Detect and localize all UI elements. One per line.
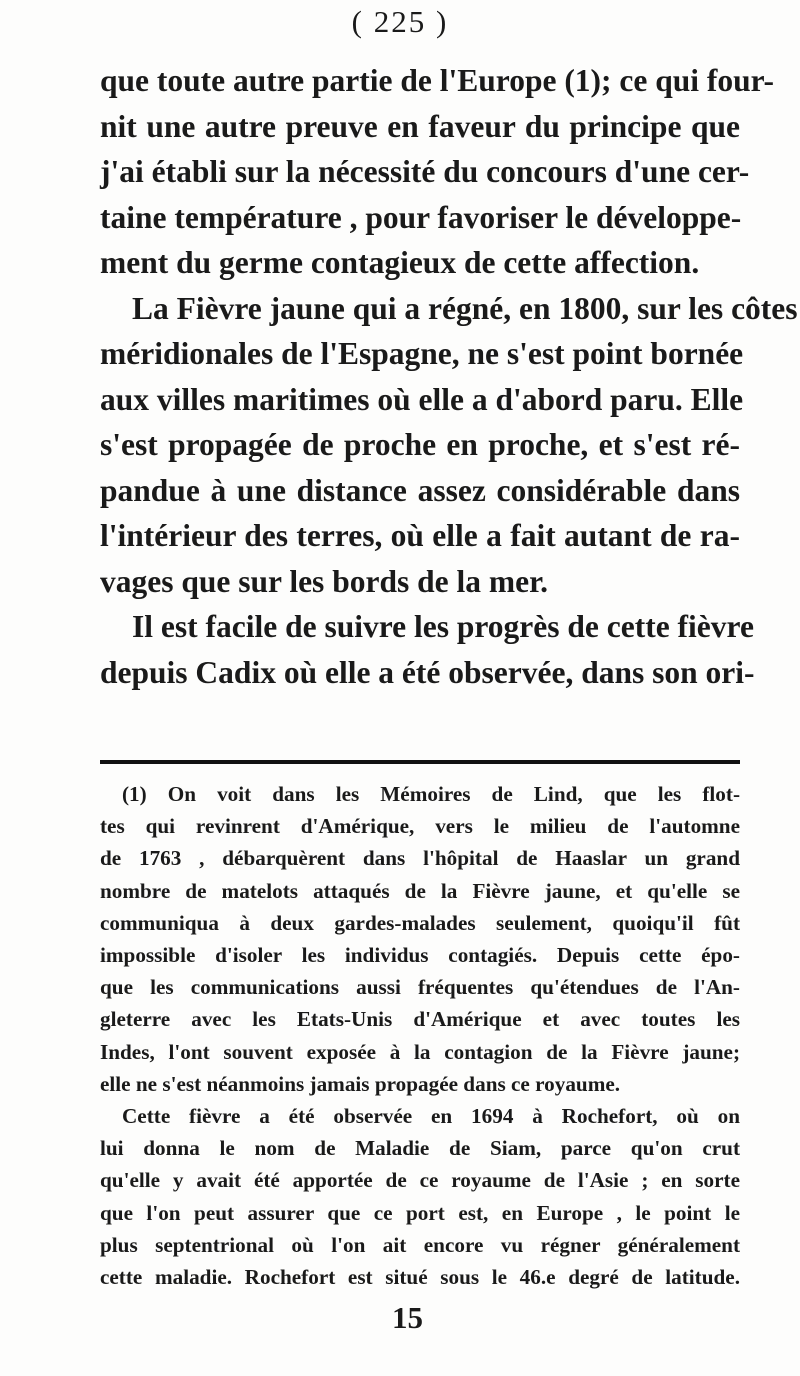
footnote-line: qu'elle y avait été apportée de ce royaume de l'Asie ; en sorte bbox=[100, 1168, 740, 1193]
main-text-line: La Fièvre jaune qui a régné, en 1800, sur les côtes bbox=[132, 290, 798, 326]
main-text-line: j'ai établi sur la nécessité du concours d'une cer- bbox=[100, 154, 750, 189]
footnote-line: cette maladie. Rochefort est situé sous le 46.e degré de latitude. bbox=[100, 1265, 740, 1290]
footnote-block bbox=[100, 778, 740, 1293]
footnote-line: nombre de matelots attaqués de la Fièvre jaune, et qu'elle se bbox=[100, 878, 740, 903]
main-text-line: Il est facile de suivre les progrès de cette fièvre bbox=[132, 609, 754, 644]
footnote-divider bbox=[100, 760, 740, 764]
footnote-line: lui donna le nom de Maladie de Siam, parce qu'on crut bbox=[100, 1136, 740, 1161]
footnote-line: elle ne s'est néanmoins jamais propagée dans ce royaume. bbox=[100, 1071, 621, 1096]
footnote-line: de 1763 , débarquèrent dans l'hôpital de Haaslar un grand bbox=[100, 846, 740, 871]
main-text-line: nit une autre preuve en faveur du principe que bbox=[100, 108, 740, 144]
page-number: ( 225 ) bbox=[351, 4, 449, 39]
main-text-line: taine température , pour favoriser le développe- bbox=[100, 199, 742, 235]
footnote-line: que l'on peut assurer que ce port est, en Europe , le point le bbox=[100, 1200, 740, 1225]
footnote-line: gleterre avec les Etats-Unis d'Amérique et avec toutes les bbox=[100, 1007, 740, 1032]
footnote-line: tes qui revinrent d'Amérique, vers le milieu de l'automne bbox=[100, 814, 740, 839]
main-text-line: pandue à une distance assez considérable dans bbox=[100, 472, 740, 508]
footnote-line: Cette fièvre a été observée en 1694 à Rochefort, où on bbox=[122, 1104, 740, 1129]
main-text-line: l'intérieur des terres, où elle a fait autant de ra- bbox=[100, 518, 740, 553]
main-text-line: que toute autre partie de l'Europe (1); ce qui four- bbox=[100, 63, 774, 98]
footnote-line: plus septentrional où l'on ait encore vu régner généralement bbox=[100, 1232, 740, 1257]
main-text-line: s'est propagée de proche en proche, et s'est ré- bbox=[100, 427, 740, 462]
footnote-line: que les communications aussi fréquentes qu'étendues de l'An- bbox=[100, 975, 740, 1000]
footnote-line: (1) On voit dans les Mémoires de Lind, que les flot- bbox=[122, 782, 740, 806]
main-text-line: vages que sur les bords de la mer. bbox=[100, 563, 549, 599]
main-text-line: méridionales de l'Espagne, ne s'est point bornée bbox=[100, 336, 744, 371]
footnote-line: impossible d'isoler les individus contagiés. Depuis cette épo- bbox=[100, 943, 740, 968]
main-text-line: ment du germe contagieux de cette affection. bbox=[100, 245, 700, 280]
main-text-block bbox=[100, 58, 798, 695]
main-text-line: depuis Cadix où elle a été observée, dans son ori- bbox=[100, 654, 755, 690]
main-text-line: aux villes maritimes où elle a d'abord paru. Elle bbox=[100, 381, 744, 417]
signature-mark: 15 bbox=[392, 1300, 423, 1335]
footnote-line: Indes, l'ont souvent exposée à la contagion de la Fièvre jaune; bbox=[100, 1039, 740, 1064]
footnote-line: communiqua à deux gardes-malades seulement, quoiqu'il fût bbox=[100, 910, 740, 935]
